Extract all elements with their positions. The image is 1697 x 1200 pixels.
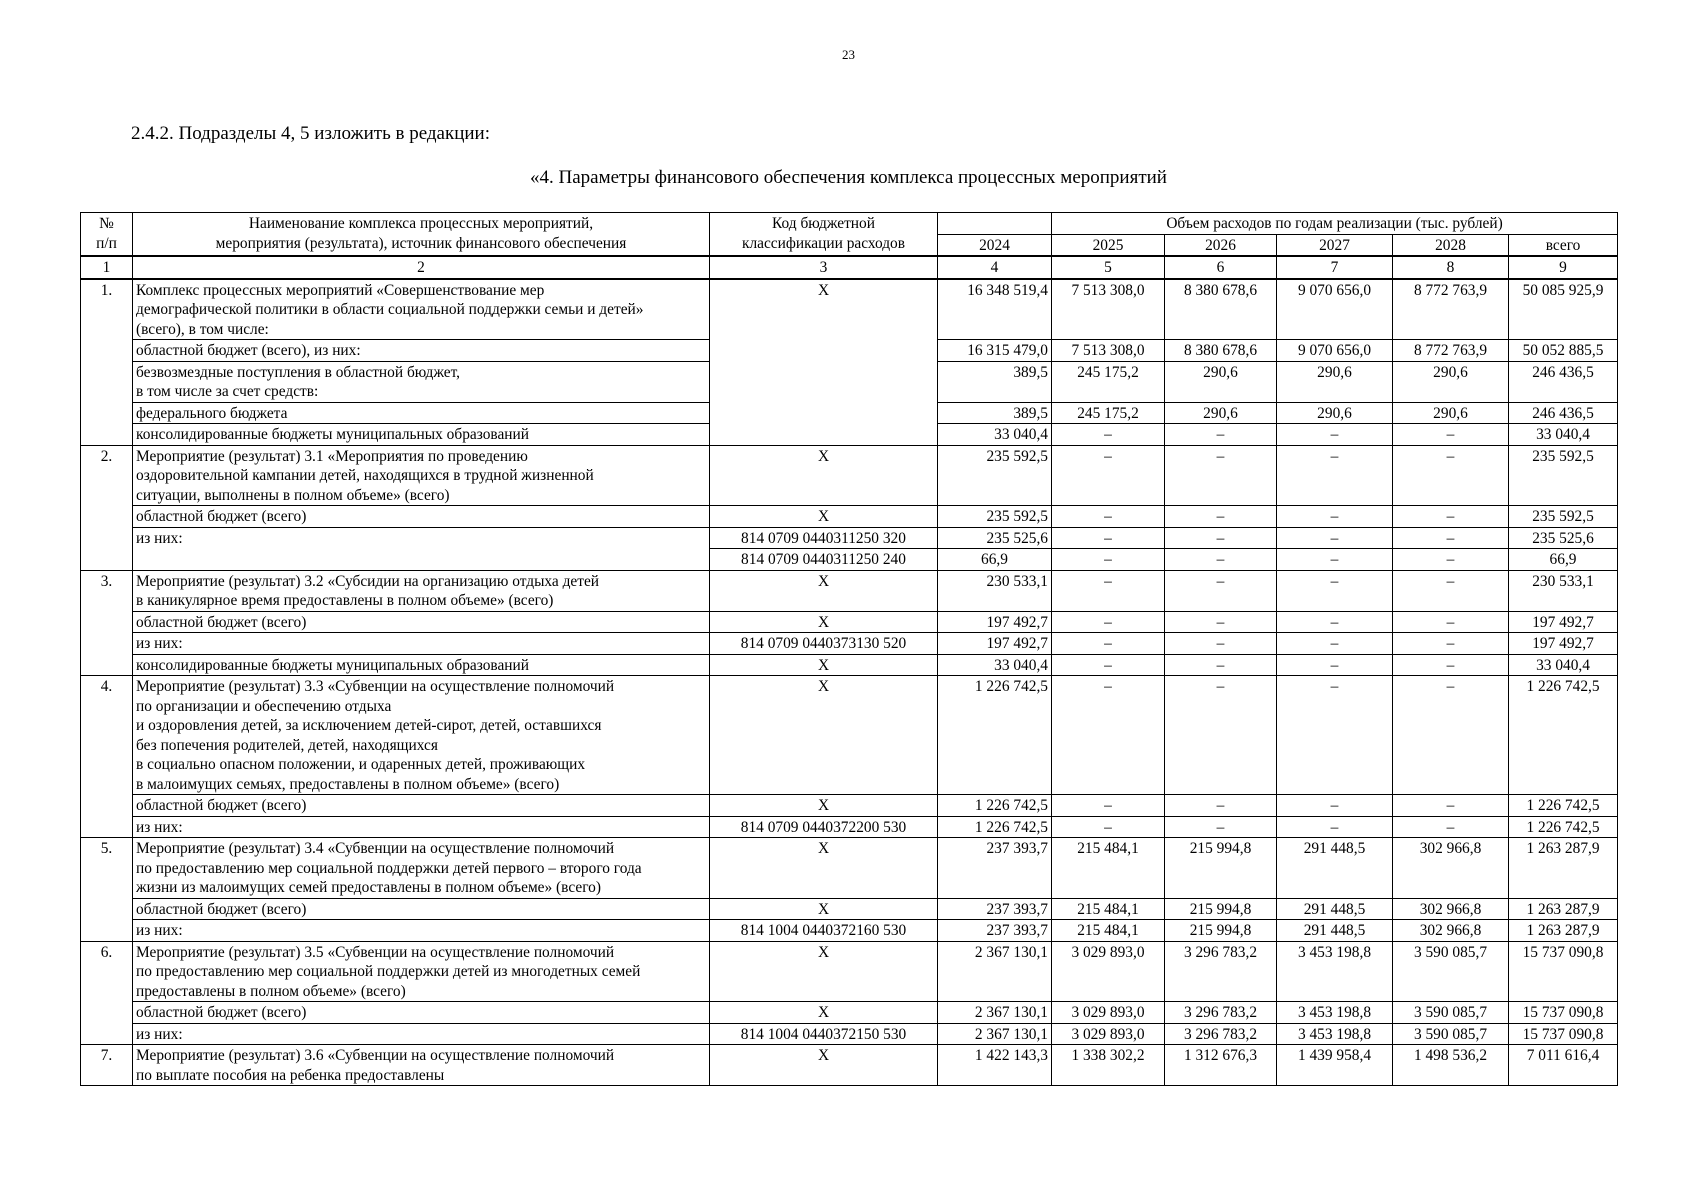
row-code: X: [710, 1002, 938, 1024]
header-name: Наименование комплекса процессных мероприятий, мероприятия (результата), источник финансового обеспечения: [133, 213, 710, 257]
value-2024: 16 315 479,0: [938, 340, 1052, 362]
value-2024: 235 592,5: [938, 506, 1052, 528]
row-code: X: [710, 1045, 938, 1086]
value-2027: 3 453 198,8: [1277, 941, 1393, 1002]
value-2025: 215 484,1: [1052, 898, 1165, 920]
row-name: из них:: [133, 1023, 710, 1045]
value-2027: 3 453 198,8: [1277, 1023, 1393, 1045]
value-total: 246 436,5: [1509, 402, 1618, 424]
value-2025: 7 513 308,0: [1052, 279, 1165, 340]
table-row: [81, 506, 1618, 528]
row-number: 5.: [81, 838, 133, 942]
row-name: областной бюджет (всего): [133, 1002, 710, 1024]
value-2028: –: [1393, 676, 1509, 795]
intro-paragraph: 2.4.2. Подразделы 4, 5 изложить в редакции:: [131, 123, 490, 144]
table-row: [81, 445, 1618, 506]
value-2028: 3 590 085,7: [1393, 941, 1509, 1002]
value-2026: –: [1165, 816, 1277, 838]
column-number: 8: [1393, 256, 1509, 279]
value-2028: –: [1393, 816, 1509, 838]
table-row: [81, 611, 1618, 633]
value-2026: 3 296 783,2: [1165, 1002, 1277, 1024]
value-2027: 291 448,5: [1277, 838, 1393, 899]
column-number: 7: [1277, 256, 1393, 279]
value-2028: 1 498 536,2: [1393, 1045, 1509, 1086]
value-2027: –: [1277, 549, 1393, 571]
value-2024: 235 592,5: [938, 445, 1052, 506]
value-2025: 3 029 893,0: [1052, 1002, 1165, 1024]
row-code: X: [710, 279, 938, 446]
value-2026: 8 380 678,6: [1165, 279, 1277, 340]
header-row-1: [81, 213, 1618, 235]
row-number: 7.: [81, 1045, 133, 1086]
value-2028: 290,6: [1393, 361, 1509, 402]
page-number: 23: [842, 47, 855, 62]
header-volume: Объем расходов по годам реализации (тыс. рублей): [1052, 213, 1618, 235]
row-name: из них:: [133, 633, 710, 655]
row-name: из них:: [133, 816, 710, 838]
row-code: X: [710, 611, 938, 633]
value-total: 33 040,4: [1509, 424, 1618, 446]
header-empty: [938, 213, 1052, 235]
value-total: 7 011 616,4: [1509, 1045, 1618, 1086]
value-2026: 3 296 783,2: [1165, 941, 1277, 1002]
value-total: 50 085 925,9: [1509, 279, 1618, 340]
row-name: областной бюджет (всего): [133, 795, 710, 817]
row-code: X: [710, 898, 938, 920]
table-row: [81, 527, 1618, 549]
value-2025: 3 029 893,0: [1052, 1023, 1165, 1045]
value-2027: 9 070 656,0: [1277, 340, 1393, 362]
row-name: областной бюджет (всего): [133, 506, 710, 528]
header-year: 2025: [1052, 234, 1165, 256]
value-total: 235 592,5: [1509, 506, 1618, 528]
value-2028: 8 772 763,9: [1393, 340, 1509, 362]
value-2025: –: [1052, 424, 1165, 446]
value-2027: –: [1277, 570, 1393, 611]
row-number: 6.: [81, 941, 133, 1045]
section-title: «4. Параметры финансового обеспечения комплекса процессных мероприятий: [530, 167, 1167, 188]
value-total: 15 737 090,8: [1509, 941, 1618, 1002]
value-total: 1 226 742,5: [1509, 795, 1618, 817]
value-2025: –: [1052, 795, 1165, 817]
value-total: 1 263 287,9: [1509, 920, 1618, 942]
value-2028: 8 772 763,9: [1393, 279, 1509, 340]
value-2028: 3 590 085,7: [1393, 1002, 1509, 1024]
value-2026: –: [1165, 570, 1277, 611]
column-number: 1: [81, 256, 133, 279]
value-2025: 3 029 893,0: [1052, 941, 1165, 1002]
value-2027: 290,6: [1277, 402, 1393, 424]
header-year: 2027: [1277, 234, 1393, 256]
value-2027: 290,6: [1277, 361, 1393, 402]
row-name: Мероприятие (результат) 3.3 «Субвенции на осуществление полномочий по организации и обеспечению отдыха и оздоровления детей, за исключением детей-сирот, детей, оставшихся без попечения родителей, детей, находящихся в социально опасном положении, и одаренных детей, проживающих в малоимущих семьях, предоставлены в полном объеме» (всего): [133, 676, 710, 795]
value-total: 230 533,1: [1509, 570, 1618, 611]
value-2027: –: [1277, 676, 1393, 795]
value-2024: 33 040,4: [938, 424, 1052, 446]
row-code: X: [710, 445, 938, 506]
row-name: безвозмездные поступления в областной бюджет, в том числе за счет средств:: [133, 361, 710, 402]
value-2026: 3 296 783,2: [1165, 1023, 1277, 1045]
value-2028: –: [1393, 611, 1509, 633]
value-2024: 2 367 130,1: [938, 1002, 1052, 1024]
table-row: [81, 941, 1618, 1002]
value-2028: –: [1393, 527, 1509, 549]
row-code: X: [710, 795, 938, 817]
value-2025: –: [1052, 570, 1165, 611]
value-total: 33 040,4: [1509, 654, 1618, 676]
value-2024: 1 226 742,5: [938, 816, 1052, 838]
value-2027: –: [1277, 527, 1393, 549]
value-2028: 290,6: [1393, 402, 1509, 424]
value-total: 197 492,7: [1509, 611, 1618, 633]
value-2024: 66,9: [938, 549, 1052, 571]
table-row: [81, 795, 1618, 817]
row-name: консолидированные бюджеты муниципальных образований: [133, 654, 710, 676]
value-2028: –: [1393, 424, 1509, 446]
table-row: [81, 816, 1618, 838]
table-row: [81, 570, 1618, 611]
header-total: всего: [1509, 234, 1618, 256]
value-total: 197 492,7: [1509, 633, 1618, 655]
table-row: [81, 633, 1618, 655]
table-row: [81, 1002, 1618, 1024]
row-name: консолидированные бюджеты муниципальных образований: [133, 424, 710, 446]
value-2026: –: [1165, 795, 1277, 817]
table-row: [81, 898, 1618, 920]
value-2025: –: [1052, 816, 1165, 838]
value-2027: –: [1277, 506, 1393, 528]
row-name: из них:: [133, 920, 710, 942]
value-2026: 290,6: [1165, 361, 1277, 402]
value-2024: 389,5: [938, 361, 1052, 402]
row-name: областной бюджет (всего): [133, 898, 710, 920]
value-2024: 2 367 130,1: [938, 941, 1052, 1002]
value-2025: –: [1052, 611, 1165, 633]
value-2024: 1 422 143,3: [938, 1045, 1052, 1086]
value-2026: –: [1165, 445, 1277, 506]
value-2027: 291 448,5: [1277, 920, 1393, 942]
value-2028: 302 966,8: [1393, 838, 1509, 899]
value-2026: –: [1165, 676, 1277, 795]
table-row: [81, 654, 1618, 676]
value-2024: 1 226 742,5: [938, 795, 1052, 817]
value-total: 235 592,5: [1509, 445, 1618, 506]
value-2025: 1 338 302,2: [1052, 1045, 1165, 1086]
value-2024: 237 393,7: [938, 838, 1052, 899]
value-2026: 215 994,8: [1165, 838, 1277, 899]
row-name: Комплекс процессных мероприятий «Совершенствование мер демографической политики в области социальной поддержки семьи и детей» (всего), в том числе:: [133, 279, 710, 340]
table-row: [81, 838, 1618, 899]
value-2024: 16 348 519,4: [938, 279, 1052, 340]
value-2026: –: [1165, 611, 1277, 633]
value-total: 15 737 090,8: [1509, 1002, 1618, 1024]
header-year: 2024: [938, 234, 1052, 256]
column-number: 4: [938, 256, 1052, 279]
column-number: 3: [710, 256, 938, 279]
column-number: 2: [133, 256, 710, 279]
row-code: X: [710, 676, 938, 795]
value-total: 246 436,5: [1509, 361, 1618, 402]
value-total: 1 263 287,9: [1509, 838, 1618, 899]
header-year: 2028: [1393, 234, 1509, 256]
value-2028: –: [1393, 570, 1509, 611]
value-2027: 9 070 656,0: [1277, 279, 1393, 340]
row-code: X: [710, 570, 938, 611]
value-2026: –: [1165, 506, 1277, 528]
value-2024: 197 492,7: [938, 611, 1052, 633]
value-2026: 8 380 678,6: [1165, 340, 1277, 362]
row-code: 814 0709 0440372200 530: [710, 816, 938, 838]
value-2024: 389,5: [938, 402, 1052, 424]
value-2027: 1 439 958,4: [1277, 1045, 1393, 1086]
value-2028: –: [1393, 506, 1509, 528]
value-2024: 1 226 742,5: [938, 676, 1052, 795]
value-2025: –: [1052, 633, 1165, 655]
value-2024: 197 492,7: [938, 633, 1052, 655]
value-2026: 215 994,8: [1165, 898, 1277, 920]
row-code: X: [710, 506, 938, 528]
header-code: Код бюджетной классификации расходов: [710, 213, 938, 257]
table-row: [81, 1023, 1618, 1045]
value-2025: –: [1052, 549, 1165, 571]
row-name: Мероприятие (результат) 3.4 «Субвенции на осуществление полномочий по предоставлению мер социальной поддержки детей первого – второго года жизни из малоимущих семей предоставлены в полном объеме» (всего): [133, 838, 710, 899]
header-year: 2026: [1165, 234, 1277, 256]
column-number: 9: [1509, 256, 1618, 279]
value-2025: –: [1052, 527, 1165, 549]
header-num: № п/п: [81, 213, 133, 257]
value-2024: 237 393,7: [938, 920, 1052, 942]
row-name: Мероприятие (результат) 3.5 «Субвенции на осуществление полномочий по предоставлению мер социальной поддержки детей из многодетных семей предоставлены в полном объеме» (всего): [133, 941, 710, 1002]
value-2027: –: [1277, 654, 1393, 676]
value-2028: 3 590 085,7: [1393, 1023, 1509, 1045]
row-name: областной бюджет (всего), из них:: [133, 340, 710, 362]
value-total: 15 737 090,8: [1509, 1023, 1618, 1045]
value-2026: 290,6: [1165, 402, 1277, 424]
value-2027: –: [1277, 424, 1393, 446]
column-number: 5: [1052, 256, 1165, 279]
table-row: [81, 676, 1618, 795]
value-total: 66,9: [1509, 549, 1618, 571]
value-2027: –: [1277, 816, 1393, 838]
table-row: [81, 279, 1618, 340]
value-2027: 3 453 198,8: [1277, 1002, 1393, 1024]
row-code: 814 1004 0440372150 530: [710, 1023, 938, 1045]
value-2026: –: [1165, 654, 1277, 676]
value-2027: –: [1277, 795, 1393, 817]
value-2024: 33 040,4: [938, 654, 1052, 676]
row-name: Мероприятие (результат) 3.6 «Субвенции на осуществление полномочий по выплате пособия на ребенка предоставлены: [133, 1045, 710, 1086]
row-name: из них:: [133, 527, 710, 570]
row-number: 2.: [81, 445, 133, 570]
value-2025: –: [1052, 506, 1165, 528]
row-code: 814 0709 0440373130 520: [710, 633, 938, 655]
row-code: X: [710, 838, 938, 899]
value-total: 50 052 885,5: [1509, 340, 1618, 362]
value-2025: –: [1052, 676, 1165, 795]
value-2028: 302 966,8: [1393, 898, 1509, 920]
value-2026: 215 994,8: [1165, 920, 1277, 942]
row-code: 814 0709 0440311250 320: [710, 527, 938, 549]
value-2027: –: [1277, 445, 1393, 506]
financing-table: [80, 212, 1618, 1086]
value-total: 235 525,6: [1509, 527, 1618, 549]
value-2024: 230 533,1: [938, 570, 1052, 611]
value-2028: –: [1393, 549, 1509, 571]
value-2026: –: [1165, 527, 1277, 549]
value-2024: 235 525,6: [938, 527, 1052, 549]
value-2028: –: [1393, 633, 1509, 655]
column-number: 6: [1165, 256, 1277, 279]
value-2027: 291 448,5: [1277, 898, 1393, 920]
value-2028: –: [1393, 445, 1509, 506]
table-row: [81, 1045, 1618, 1086]
value-2028: –: [1393, 795, 1509, 817]
value-2026: –: [1165, 424, 1277, 446]
value-2028: 302 966,8: [1393, 920, 1509, 942]
value-2025: 215 484,1: [1052, 838, 1165, 899]
row-number: 1.: [81, 279, 133, 446]
table-row: [81, 920, 1618, 942]
value-total: 1 226 742,5: [1509, 676, 1618, 795]
row-name: Мероприятие (результат) 3.1 «Мероприятия по проведению оздоровительной кампании детей, находящихся в трудной жизненной ситуации, выполнены в полном объеме» (всего): [133, 445, 710, 506]
value-2027: –: [1277, 611, 1393, 633]
value-2028: –: [1393, 654, 1509, 676]
value-2025: –: [1052, 654, 1165, 676]
column-numbers-row: [81, 256, 1618, 279]
value-2026: –: [1165, 633, 1277, 655]
value-2025: 7 513 308,0: [1052, 340, 1165, 362]
value-2025: –: [1052, 445, 1165, 506]
row-name: областной бюджет (всего): [133, 611, 710, 633]
value-total: 1 226 742,5: [1509, 816, 1618, 838]
value-total: 1 263 287,9: [1509, 898, 1618, 920]
value-2024: 237 393,7: [938, 898, 1052, 920]
row-number: 4.: [81, 676, 133, 838]
row-name: федерального бюджета: [133, 402, 710, 424]
value-2026: –: [1165, 549, 1277, 571]
table-body: [81, 279, 1618, 1086]
value-2026: 1 312 676,3: [1165, 1045, 1277, 1086]
row-code: 814 0709 0440311250 240: [710, 549, 938, 571]
row-code: X: [710, 654, 938, 676]
row-name: Мероприятие (результат) 3.2 «Субсидии на организацию отдыха детей в каникулярное время предоставлены в полном объеме» (всего): [133, 570, 710, 611]
value-2025: 245 175,2: [1052, 402, 1165, 424]
value-2024: 2 367 130,1: [938, 1023, 1052, 1045]
row-number: 3.: [81, 570, 133, 676]
value-2027: –: [1277, 633, 1393, 655]
value-2025: 245 175,2: [1052, 361, 1165, 402]
row-code: X: [710, 941, 938, 1002]
row-code: 814 1004 0440372160 530: [710, 920, 938, 942]
value-2025: 215 484,1: [1052, 920, 1165, 942]
